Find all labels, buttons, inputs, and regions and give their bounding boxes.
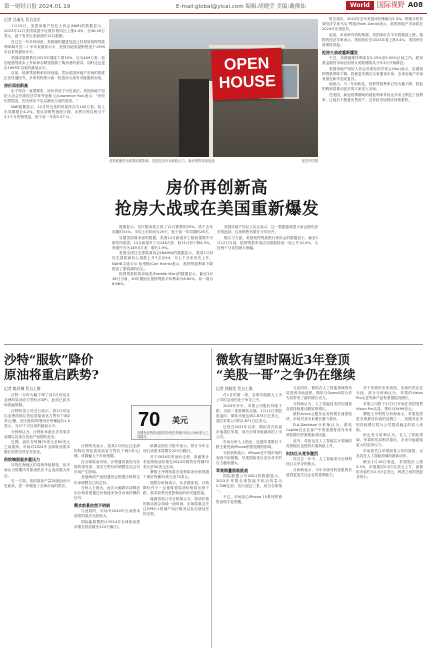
- paragraph: 瑞银分析师表示，从长期来看，沙特降价并不一定意味着原油价格将出现下跌，需求前景仍是影响油价的关键因素。: [143, 481, 209, 496]
- oil-story-col-b: [74, 444, 140, 648]
- paragraph: 此外，英伟达在人工智能芯片领域的优势地位也使其市值持续上升。: [286, 438, 352, 448]
- paragraph: 苹果公司将于2月2日开始在美国发售Vision Pro头显，售价为3499美元。: [356, 401, 423, 411]
- header-section: [346, 0, 423, 10]
- header-date: 第一财经日报 2024.01.19: [4, 4, 71, 10]
- oil-headline-line-1: 沙特“服软”降价: [4, 352, 94, 367]
- paragraph: 抵押贷款机构房地美(Freddie Mac)的数据显示，截至1月18日当周，30年期固定抵押贷款平均利率为6.60%，前一周为6.66%。: [112, 272, 213, 287]
- paragraph: 能源咨询公司分析师认为，原油价格的波动将会持续一段时间，市场将重点关注OPEC+的减产执行情况以及全球经济的走势。: [143, 496, 209, 516]
- paragraph: 另一方面，美国原油产量持续创出历史新高，进一步增加了全球市场的供应。: [4, 479, 70, 489]
- top-story-col4: [322, 17, 423, 342]
- paragraph: 在过去一年中，人工智能成为全球科技巨头争夺的焦点。: [286, 456, 352, 467]
- paragraph: 国际能源署预计2024年全球原油需求增长将放缓至124万桶/日。: [74, 520, 140, 530]
- paragraph: 美国成屋销售在2023年继续下滑19%，仅为409万套，原因是借贷成本上升和库存紧张削弱了购房者的需求。同时这也是自1995年以来的最低水平。: [4, 55, 105, 70]
- top-story-headline: [112, 177, 322, 219]
- paragraph: 分析机构表示，iPhone在中国市场的表现不如预期，苹果面临来自竞争对手的压力越来越大。: [216, 450, 282, 466]
- sign-line-2: HOUSE: [218, 73, 277, 92]
- paragraph: NAR数据显示，12月份全美的房屋库存为100万套，较上年同期增长4.2%。按目前销售速度计算，未售出库存相当于3.2个月的销售量，低于前一年的3.3个月。: [4, 105, 105, 120]
- paragraph: 2024年开年，苹果公司股价持续下跌，市值一度被微软反超。1月12日美股收盘时，微软市值达到2.875万亿美元，超过苹果公司的2.871万亿美元。: [216, 403, 282, 423]
- paragraph: 在美国，新冠疫情期间的超低利率导致众多房主锁定了低利率，让他们不愿意出售房产。这导致市场供应持续紧张。: [322, 93, 423, 103]
- paragraph: 微软Azure云服务业务的增长速度较快，市场对其未来增长潜力看好。: [286, 412, 352, 422]
- paragraph: 摩根士丹利则将布伦特原油价格预测下调至每桶70美元至75美元。: [143, 470, 209, 480]
- price-description: 近期布伦特原油期货价格在每桶70美元至80美元之间震荡: [137, 431, 209, 439]
- paragraph: 分析师认为，沙特此举意在应对需求放缓以及来自其他产油国的竞争。: [4, 429, 70, 439]
- header-rule: [0, 13, 427, 14]
- paragraph: 近期，油价在每桶70美元至80美元之间震荡。市场对2024年全球原油需求增长前景仍然存在担忧。: [4, 440, 70, 455]
- section-divider: [4, 344, 423, 345]
- paragraph: 美国全国住宅建筑商协会(NAHB)的数据显示，美国1月份住宅建筑商信心指数上升7点至44，为七个月来首次上升。NAHB主席卡尔·哈里斯(Carl Harris)表示，抵押贷款利率下降推高了建筑商的信心。: [112, 251, 213, 271]
- page-number: A08: [407, 1, 423, 9]
- column-divider: [211, 348, 212, 648]
- subhead: 需求前景依然不明朗: [74, 503, 110, 509]
- ms-headline-line-2: “美股一哥”之争仍在继续: [216, 367, 356, 382]
- paragraph: 他表示，与一年前相比，抵押贷款利率已经大幅下降，较低的利率将推动更多的买家进入市场。: [322, 82, 423, 92]
- paragraph: 沙特一月份大幅下调了其2月份运往亚洲的原油官方售价(OSP)，此前已被市场普遍预期。: [4, 393, 70, 408]
- microsoft-story-headline: [216, 352, 424, 382]
- paragraph: 欧佩克则在月报中表示，预计今年全球石油需求将增长225万桶/日。: [143, 444, 209, 454]
- headline-line-2: 抢房大战或在美国重新爆发: [115, 199, 319, 218]
- oil-story-col-a: [4, 386, 70, 648]
- paragraph: 数据显示，首次购房者占到了12月销售的29%，高于去年同期的31%，平均上市时间为29天，低于前一年同期的26天。: [112, 225, 213, 235]
- sign-line-1: OPEN: [223, 55, 270, 74]
- open-house-sign: [211, 48, 283, 100]
- subhead: 房价再创新高: [4, 83, 28, 89]
- paragraph: 与此同时，市场对2024年石油需求前景的看法分歧较大。: [74, 509, 140, 519]
- paragraph: D.A.Davidson分析师认为，微软Copilot在企业客户中的渗透将成为未来营收增长的重要驱动因素。: [286, 423, 352, 438]
- paragraph: 摩根士丹利的分析师表示，苹果依然是全球最具价值的品牌之一，其服务业务的持续增长将为公司提供稳定的收入来源。: [356, 412, 423, 432]
- photo-credit: 视觉中国图: [301, 159, 318, 163]
- paragraph: 分析师表示，今年市场对科技股的估值将更加关注企业的盈利能力。: [286, 467, 352, 477]
- paragraph: 分析师认为，人工智能技术的加速普及将持续推动微软的增长。: [286, 401, 352, 411]
- ms-headline-line-1: 微软有望时隔近3年登顶: [216, 352, 350, 367]
- oil-price-callout: [131, 405, 211, 440]
- paragraph: 分析人士指出，此次大幅降价或释放出沙特希望通过价格战来争夺市场份额的信号。: [74, 486, 140, 501]
- subhead: 科技巨头竞争激烈: [286, 450, 318, 456]
- oil-headline-line-2: 原油将重启跌势?: [4, 367, 99, 382]
- subhead: 抢房大战或重新爆发: [322, 49, 358, 55]
- subhead: 苹果销量面临挑战: [216, 468, 248, 474]
- page-header: [0, 0, 427, 13]
- price-unit: 美元: [172, 416, 188, 425]
- top-story-col3: [217, 225, 318, 342]
- oil-story-headline: [4, 352, 209, 382]
- paragraph: 对于2024年的油价走势，高盛预计布伦特原油价格在2024年维持在每桶70美元至90美元区间。: [143, 454, 209, 469]
- paragraph: 在全球原油市场，沙特通常被视为价格的领导者，其官方售价的调整往往会对市场产生影响。: [74, 459, 140, 474]
- caption-text: 受美联储货币政策收紧影响，美国住房市场面临压力，新房销售持续低迷: [109, 159, 215, 163]
- paragraph: 目前，抵押贷款利率有所回落，然而美国房地产市场的热度正在快速回升。多家机构预计新一轮抢房大战有可能重新出现。: [4, 71, 105, 81]
- section-badge: World: [346, 1, 374, 10]
- open-house-photo: [109, 19, 318, 157]
- ms-story-byline: 记者 郭晓莹 发自上海: [216, 386, 253, 391]
- paragraph: 另据美国商务部的数据，美国12月新屋开工数和建筑许可都有所改善，12月新屋开工为146万套，较11月份下降4.3%，营建许可为149.5万套，增长1.9%。: [112, 235, 213, 250]
- paragraph: 美国房地产经纪人协会表示，这一数据意味着买家会拥有更多的选择，住房销售有望在今年回升。: [217, 225, 318, 235]
- paragraph: 1月19日，美国房地产经纪人协会(NAR)的数据显示，2023年12月美国成屋中位数价格同比上涨4.4%，至38.26万美元，创下有史以来最高的12月数据。: [4, 24, 105, 39]
- oil-story-byline: 记者 姚若琳 发自上海: [4, 386, 41, 391]
- top-story-byline: 记者 冯迪凡 发自北京: [4, 17, 41, 22]
- oil-story-col-c: [143, 444, 209, 648]
- paragraph: 这是自2021年以来，微软首次收盘市值超过苹果，成为全球市值最高的上市公司。: [216, 424, 282, 439]
- subhead: 供给端面临多重压力: [4, 457, 40, 463]
- paragraph: 国际数据公司(IDC)的数据显示，2023年苹果全球智能手机出货量为2.346亿部，首次超过三星，成为全球第一。: [216, 474, 282, 494]
- paragraph: 尽管红海地区的局势持续紧张，但市场认为短期内对原油供应不会造成重大冲击。: [4, 463, 70, 478]
- paragraph: 在过去一年多时间里，美联储的激进加息已经导致抵押贷款利率飙升至二十多年来最高水平，美国各地成屋销售创下1995年以来的最低水平。: [4, 39, 105, 54]
- paragraph: 对于苹果的未来表现，市场仍然存在分歧。部分分析师认为，苹果的Vision Pro头显等新产品有望提振其增长。: [356, 386, 423, 401]
- ms-story-col-e: [286, 386, 352, 648]
- paragraph: 不过，市场担心iPhone 15系列的销售表现不及预期。: [216, 494, 282, 504]
- paragraph: 报告指出，2023年全年美国房价涨幅为5.3%。穆迪分析首席经济学家马克·赞迪(Mark Zandi)表示，美国房地产市场将在2024年出现复苏。: [322, 17, 423, 32]
- ms-story-col-f: [356, 386, 423, 648]
- top-story-col1: [4, 17, 105, 342]
- paragraph: 购买力方面，美国抵押贷款银行家协会的数据显示，截至1月12日当周，抵押贷款申请活动指数较前一周上升10.4%，为近两个月来的最大涨幅。: [217, 235, 318, 250]
- top-story-col2: [112, 225, 213, 342]
- paragraph: 市场分析人士指出，近期苹果股价下跌主要受到iPhone销售放缓的影响。: [216, 440, 282, 450]
- paragraph: 沙特阿美表示，将其2月份运往亚洲的阿拉伯轻质原油官方售价下调2美元/桶，该降幅大于市场预期。: [74, 444, 140, 459]
- paragraph: 市场将关注苹果即将公布的财报，以及其在人工智能领域的最新动作。: [356, 448, 423, 458]
- paragraph: 由于库存一直很紧张，房价仍处于历史高位。美国房地产经纪人协会首席经济学家劳伦斯·云(Lawrence Yun)表示：“房价仍然很高，因为库存不足以满足当前的需求。”: [4, 89, 105, 104]
- section-title: 国际视野: [376, 1, 405, 9]
- paragraph: 不过，美联储维持利率在5.25%至5.50%区间之内。联邦基金期货市场目前预计美联储将从今年3月开始降息。: [322, 55, 423, 65]
- ms-story-col-d: [216, 386, 282, 648]
- paragraph: 与此同时，微软在人工智能领域的布局受到市场追捧。微软与OpenAI的合作为其带来了新的增长动力。: [286, 386, 352, 401]
- paragraph: 截至1月18日收盘，苹果股价上涨3.3%，市值重回2.9万亿美元上方，而微软市值约为2.9万亿美元，两者之间的差距非常小。: [356, 459, 423, 479]
- paragraph: 美国房地产经纪人协会首席经济学家云(Yun)表示，近期抵押贷款利率下降，将使更多潜在买家重返市场，全美房地产市场有望在新年迎来复苏。: [322, 66, 423, 81]
- paragraph: 此前，多家研究机构预测，美国房价在今年将继续上涨。瑞银的经济学家表示，美国房价在2024年将上涨4.4%，美国房价将保持坚挺。: [322, 32, 423, 47]
- headline-line-1: 房价再创新高: [166, 178, 268, 197]
- header-contact: E-mail:global@yicai.com 编辑:胡晓莹 美编:戴佛仙: [176, 4, 306, 10]
- paragraph: 但也有分析师认为，在人工智能领域，苹果的布局相对滞后，未来可能面临更大的竞争压力。: [356, 433, 423, 448]
- price-number: 70: [138, 409, 161, 431]
- paragraph: 其他海湾产油国通常会根据沙特的定价来调整自己的定价。: [74, 475, 140, 485]
- photo-caption: [109, 158, 318, 163]
- paragraph: 在1月的第一周，全球市值最大上市公司的宝座仍处于争夺之中。: [216, 393, 282, 403]
- paragraph: 沙特阿美公司近日表示，将2月份运往亚洲的阿拉伯轻质原油官方售价下调2美元/桶，至比迪拜/阿曼均价每桶溢价1.5美元，为27个月以来的最低水平。: [4, 408, 70, 428]
